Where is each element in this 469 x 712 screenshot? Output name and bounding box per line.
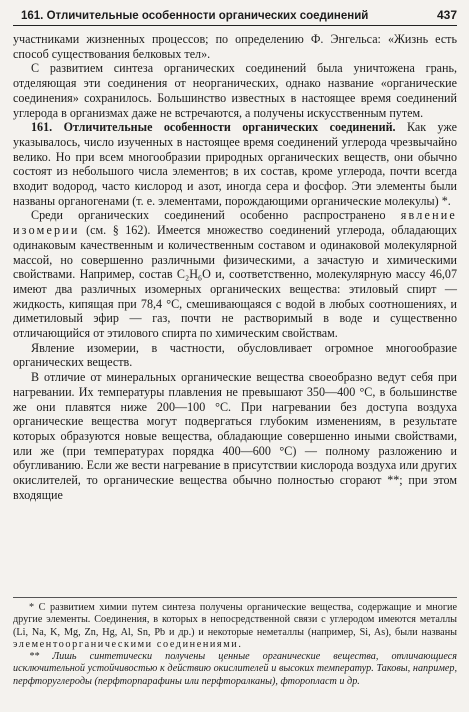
- running-header: [13, 4, 457, 26]
- paragraph-2: С развитием синтеза органических соединений была уничтожена грань, отделяющая эти соединения от неорганических, однако название «органические соединения» сохранилось. Большинство известных в настоящее время соединений углерода в организмах даже не встречаются, а получены искусственным путем.: [13, 61, 457, 120]
- main-text: [13, 32, 457, 503]
- paragraph-4: [13, 208, 457, 340]
- running-title: 161. Отличительные особенности органических соединений: [21, 10, 369, 22]
- paragraph-5: Явление изомерии, в частности, обусловливает огромное многообразие органических веществ.: [13, 340, 457, 370]
- footnote-2: ** Лишь синтетически получены ценные органические вещества, отличающиеся исключительной устойчивостью к действию окислителей и высоких температур. Таковы, например, перфторуглероды (перфторпарафины или перфторалканы), фторопласт и др.: [13, 651, 457, 687]
- paragraph-6: В отличие от минеральных органические вещества своеобразно ведут себя при нагревании. Их температуры плавления не превышают 350—400 °C, в большинстве же они плавятся ниже 200—100 °C. При нагревании без доступа воздуха органические вещества могут подвергаться глубоким изменениям, в результате которых образуются новые вещества, обладающие совершенно иными свойствами, или же (при температурах порядка 400—600 °C) — полному разложению и обугливанию. Если же вести нагревание в присутствии кислорода воздуха или других окислителей, то органические вещества обычно полностью сгорают **; при этом входящие: [13, 370, 457, 502]
- paragraph-4-lead: Среди органических соединений особенно распространено: [31, 208, 401, 223]
- footnote-1-lead: * С развитием химии путем синтеза получены органические вещества, содержащие и многие другие элементы. Соединения, в которых в непосредственной связи с углеродом имеются металлы (Li, Na, K, Mg, Zn, Hg, Al, Sn, Pb и др.) и некоторые неметаллы (например, Si, As), были названы: [13, 602, 457, 638]
- section-heading: 161. Отличительные особенности органических соединений.: [31, 120, 396, 135]
- page-number: 437: [436, 8, 457, 22]
- paragraph-3: [13, 120, 457, 208]
- footnote-1: [13, 602, 457, 651]
- paragraph-1: участниками жизненных процессов; по определению Ф. Энгельса: «Жизнь есть способ существования белковых тел».: [13, 32, 457, 61]
- term-isomerism: явление изомерии: [13, 208, 457, 238]
- term-organoelement: элементоорганическими соединениями: [13, 638, 239, 650]
- paragraph-3-text: Как уже указывалось, число изученных в настоящее время соединений углерода чрезвычайно велико. Но при всем многообразии природных органических веществ, они обычно состоят из небольшого числа элементов; в их состав, кроме углерода, почти всегда входит водород, часто кислород и азот, иногда сера и фосфор. Эти элементы были названы органогенами (т. е. элементами, порождающими органические молекулы) *.: [13, 120, 457, 208]
- footnotes: [13, 597, 457, 688]
- footnote-1-end: .: [238, 638, 241, 650]
- paragraph-4-rest: (см. § 162). Имеется множество соединений углерода, обладающих одинаковым качественным и количественным составом и одинаковой молекулярной массой, но совершенно различными физическими, а зачастую и химическими свойствами. Например, состав C₂H₆O и, соответственно, молекулярную массу 46,07 имеют два различных изомерных органических вещества: этиловый спирт — жидкость, кипящая при 78,4 °C, смешивающаяся с водой в любых соотношениях, и диметиловый эфир — газ, почти не растворимый в воде и существенно отличающийся от этилового спирта по химическим свойствам.: [13, 223, 457, 341]
